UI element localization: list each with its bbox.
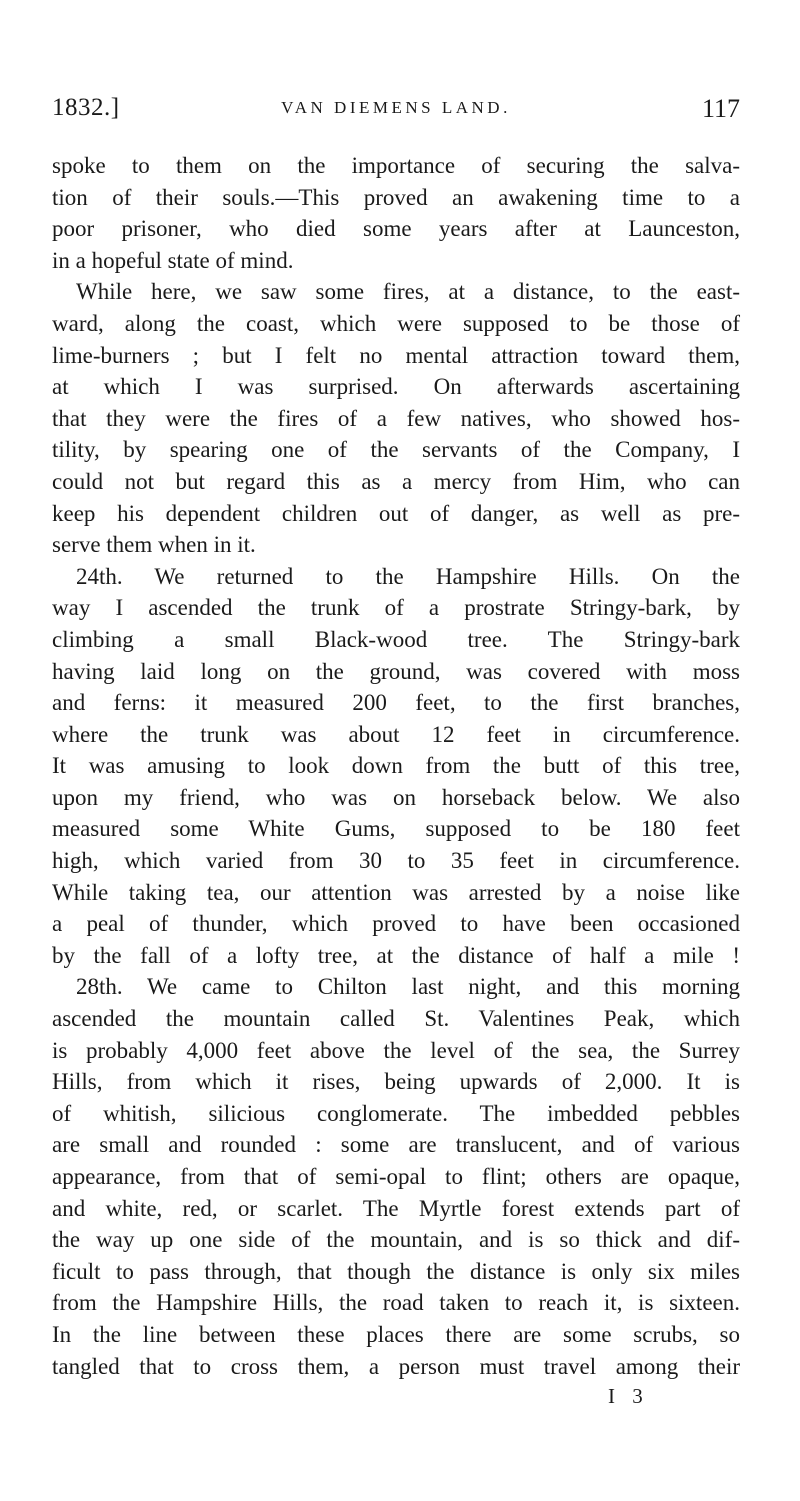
text-line: It was amusing to look down from the butt of this tree, [52,753,740,779]
text-line: upon my friend, who was on horseback below. We also [52,784,740,810]
text-line: In the line between these places there are some scrubs, so [52,1321,740,1347]
text-line: While here, we saw some fires, at a distance, to the east- [76,279,740,305]
text-line: is probably 4,000 feet above the level of the sea, the Surrey [52,1037,740,1063]
text-line: a peal of thunder, which proved to have been occasioned [52,911,740,937]
text-line: poor prisoner, who died some years after at Launceston, [52,216,740,242]
text-line: 28th. We came to Chilton last night, and this morning [76,974,740,1000]
text-line: and white, red, or scarlet. The Myrtle forest extends part of [52,1195,740,1221]
text-line: While taking tea, our attention was arrested by a noise like [52,879,740,905]
page-number: 117 [701,94,740,123]
text-line: high, which varied from 30 to 35 feet in circumference. [52,848,740,874]
running-head-title: VAN DIEMENS LAND. [281,98,511,117]
body-text [52,150,740,1382]
text-line: Hills, from which it rises, being upwards of 2,000. It is [52,1069,740,1095]
text-line: the way up one side of the mountain, and is so thick and dif- [52,1227,740,1253]
text-line: where the trunk was about 12 feet in circumference. [52,721,740,747]
text-line: having laid long on the ground, was covered with moss [52,658,740,684]
text-line: spoke to them on the importance of securing the salva- [52,153,740,178]
text-line: measured some White Gums, supposed to be 180 feet [52,816,740,842]
text-line: serve them when in it. [52,532,256,558]
text-line: and ferns: it measured 200 feet, to the first branches, [52,690,740,716]
text-line: from the Hampshire Hills, the road taken to reach it, is sixteen. [52,1290,740,1316]
running-head-year: 1832.] [52,94,120,121]
text-line: way I ascended the trunk of a prostrate Stringy-bark, by [52,595,740,621]
text-line: 24th. We returned to the Hampshire Hills. On the [76,563,740,589]
text-line: lime-burners ; but I felt no mental attraction toward them, [52,342,740,368]
text-line: that they were the fires of a few natives, who showed hos- [52,405,740,431]
text-line: keep his dependent children out of danger, as well as pre- [52,500,740,526]
text-line: at which I was surprised. On afterwards ascertaining [52,374,740,400]
running-head [52,94,740,134]
text-line: tility, by spearing one of the servants of the Company, I [52,437,740,463]
signature-mark: I 3 [608,1384,649,1408]
text-line: climbing a small Black-wood tree. The Stringy-bark [52,626,740,652]
text-line: of whitish, silicious conglomerate. The imbedded pebbles [52,1100,740,1126]
text-line: ficult to pass through, that though the distance is only six miles [52,1258,740,1284]
text-line: tangled that to cross them, a person must travel among their [52,1353,740,1379]
text-line: ascended the mountain called St. Valentines Peak, which [52,1006,740,1032]
text-line: ward, along the coast, which were supposed to be those of [52,310,740,336]
text-line: by the fall of a lofty tree, at the distance of half a mile ! [52,942,740,968]
text-line: tion of their souls.—This proved an awakening time to a [52,184,740,210]
text-line: are small and rounded : some are translucent, and of various [52,1132,740,1158]
text-line: could not but regard this as a mercy from Him, who can [52,468,740,494]
text-line: appearance, from that of semi-opal to flint; others are opaque, [52,1164,740,1189]
text-line: in a hopeful state of mind. [52,247,294,273]
